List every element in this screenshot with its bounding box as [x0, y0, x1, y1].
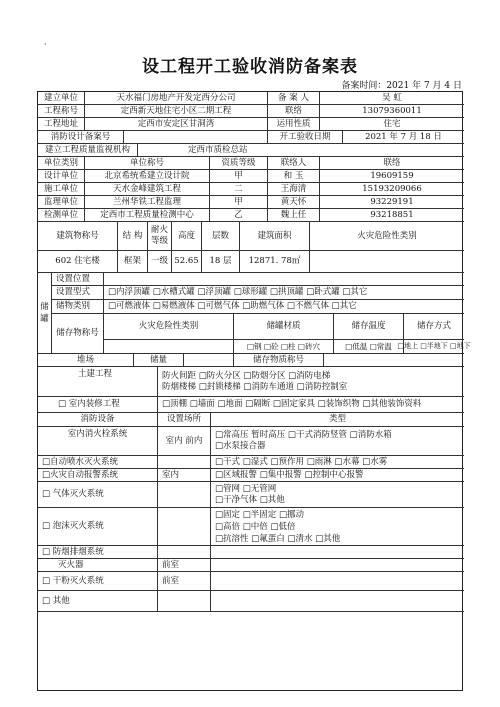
other-options — [211, 591, 464, 612]
civil-options — [158, 367, 464, 397]
value-supervisor: 定西市质检总站 — [138, 144, 464, 157]
bldg-header-fire-grade: 耐火等级 — [148, 222, 172, 251]
bldg-name: 602 住宅楼 — [38, 251, 118, 273]
unit-person: 魏上任 — [268, 209, 320, 222]
bldg-floors: 18 层 — [202, 251, 240, 273]
pile-name-label: 储存物质称号 — [234, 354, 324, 367]
value-address: 定西市安定区甘洞湾 — [85, 118, 268, 131]
unit-phone: 93218851 — [320, 209, 464, 222]
bldg-header-floors: 层数 — [202, 222, 240, 251]
storage-method-options: □地上 □半地下 □地下 — [404, 340, 464, 354]
bldg-header-height: 高度 — [172, 222, 202, 251]
bldg-header-structure: 结 构 — [118, 222, 148, 251]
civil-line-1: 防火间距 □防火分区 □防烟分区 □消防电梯 — [162, 370, 331, 381]
gas-label: □ 气体灭火系统 — [38, 482, 158, 508]
pile-qty-value — [184, 354, 234, 367]
label-owner: 建立单位 — [38, 92, 85, 105]
storage-kind-label: 储物类别 — [52, 300, 104, 314]
alarm-options: □区域报警 □集中报警 □控制中心报警 — [211, 469, 464, 482]
units-header-grade: 资质等级 — [210, 157, 268, 170]
storage-form-label: 设置型式 — [52, 286, 104, 300]
bldg-header-hazard: 火灾危险性类别 — [310, 222, 464, 251]
storage-material-options: □钢 □砼 □柱 □砖穴 — [234, 340, 334, 354]
unit-grade: 乙 — [210, 209, 268, 222]
unit-phone: 19609159 — [320, 170, 464, 183]
other-place — [158, 591, 211, 612]
value-accept-date: 2021 年 7 月 18 日 — [343, 131, 464, 144]
unit-person: 黄天怀 — [268, 196, 320, 209]
storage-col-temp: 储存温度 — [334, 314, 404, 340]
storage-place-value — [104, 273, 464, 286]
storage-kind-options: □可燃液体 □易燃液体 □可燃气体 □助燃气体 □不燃气体 □其它 — [104, 300, 464, 314]
hydrant-place: 室内 前内 — [158, 427, 211, 456]
unit-grade: 甲 — [210, 170, 268, 183]
gas-place — [158, 482, 211, 508]
hydrant-options — [211, 427, 464, 456]
label-supervisor: 建立工程质量监视机构 — [38, 144, 138, 157]
extinguisher-place: 前室 — [158, 559, 211, 572]
label-contact: 联络 — [268, 105, 320, 118]
record-date: 备案时间：2021 年 7 月 4 日 — [341, 81, 462, 91]
foam-line-3: □抗溶性 □氟蛋白 □清水 □其他 — [215, 533, 341, 544]
bldg-height: 52.65 — [172, 251, 202, 273]
alarm-place: 室内 — [158, 469, 211, 482]
gas-options — [211, 482, 464, 508]
hydrant-line-2: □水泵接合器 — [215, 441, 266, 451]
fire-type-header: 类型 — [211, 413, 464, 427]
value-design-record — [124, 131, 268, 144]
foam-place — [158, 508, 211, 546]
bldg-header-name: 建筑物称号 — [38, 222, 118, 251]
pile-name-value — [324, 354, 464, 367]
hydrant-label: 室内消火栓系统 — [38, 427, 158, 456]
value-filer: 吴 虹 — [320, 92, 464, 105]
unit-type: 监理单位 — [38, 196, 85, 209]
mark-dot: · — [44, 40, 47, 49]
storage-col-hazard: 火灾危险性类别 — [104, 314, 234, 340]
powder-place: 前室 — [158, 572, 211, 591]
storage-temp-options: □低温 □常温 — [334, 340, 404, 354]
unit-phone: 15193209066 — [320, 183, 464, 196]
gas-line-2: □干净气体 □其他 — [215, 494, 285, 505]
civil-line-2: 防烟楼梯 □封锁楼梯 □消防车通道 □消防控制室 — [162, 381, 348, 392]
units-header-type: 单位类别 — [38, 157, 85, 170]
unit-type: 检测单位 — [38, 209, 85, 222]
storage-side-label: 储罐 — [38, 273, 52, 354]
pile-qty-label: 储量 — [134, 354, 184, 367]
foam-label: □ 泡沫灭火系统 — [38, 508, 158, 546]
smoke-options — [211, 546, 464, 559]
storage-place-label: 设置位置 — [52, 273, 104, 286]
unit-grade: 甲 — [210, 196, 268, 209]
unit-type: 施工单位 — [38, 183, 85, 196]
civil-label: 土建工程 — [38, 367, 158, 397]
extinguisher-options — [211, 559, 464, 572]
unit-person: 和 玉 — [268, 170, 320, 183]
sprinkler-label: □自动喷水灭火系统 — [38, 456, 158, 469]
fire-place-header: 设置场所 — [158, 413, 211, 427]
powder-options — [211, 572, 464, 591]
value-project: 定西新天地住宅小区二期工程 — [85, 105, 268, 118]
unit-phone: 93229191 — [320, 196, 464, 209]
unit-grade: 二 — [210, 183, 268, 196]
unit-type: 设计单位 — [38, 170, 85, 183]
foam-options — [211, 508, 464, 546]
sprinkler-place — [158, 456, 211, 469]
label-address: 工程地址 — [38, 118, 85, 131]
unit-name: 兰州华铁工程监理 — [85, 196, 210, 209]
fire-equip-header: 消防设备 — [38, 413, 158, 427]
foam-line-2: □高倍 □中倍 □低倍 — [215, 521, 296, 532]
decor-options: □顶棚 □墙面 □地面 □隔断 □固定家具 □装饰织物 □其他装饰资料 — [158, 397, 464, 413]
bldg-hazard — [310, 251, 464, 273]
record-form — [37, 91, 471, 691]
storage-col-material: 储罐材质 — [234, 314, 334, 340]
label-filer: 备 案 人 — [268, 92, 320, 105]
gas-line-1: □管网 □无管网 — [215, 483, 277, 494]
label-project: 工程称号 — [38, 105, 85, 118]
smoke-place — [158, 546, 211, 559]
bldg-area: 12871. 78㎡ — [240, 251, 310, 273]
storage-cap-label: 储存物称号 — [52, 314, 104, 354]
blank-area — [38, 612, 464, 690]
label-usage: 运用性质 — [268, 118, 320, 131]
alarm-label: □火灾自动报警系统 — [38, 469, 158, 482]
label-design-record: 消防设计备案号 — [38, 131, 124, 144]
bldg-structure: 框架 — [118, 251, 148, 273]
other-label: □ 其他 — [38, 591, 158, 612]
page-title: 设工程开工验收消防备案表 — [142, 57, 358, 77]
sprinkler-options: □干式 □湿式 □预作用 □雨淋 □水幕 □水雾 — [211, 456, 464, 469]
extinguisher-label: 灭火器 — [38, 559, 158, 572]
bldg-fire-grade: 一级 — [148, 251, 172, 273]
smoke-label: □ 防烟排烟系统 — [38, 546, 158, 559]
storage-form-options: □内浮顶罐 □水槽式罐 □浮顶罐 □球形罐 □拱顶罐 □卧式罐 □其它 — [104, 286, 464, 300]
bldg-header-area: 建筑面积 — [240, 222, 310, 251]
decor-label: □ 室内装修工程 — [38, 397, 158, 413]
value-contact: 13079360011 — [320, 105, 464, 118]
powder-label: □ 干粉灭火系统 — [38, 572, 158, 591]
value-usage: 住宅 — [320, 118, 464, 131]
pile-label: 堆场 — [38, 354, 134, 367]
storage-col-method: 储存方式 — [404, 314, 464, 340]
value-owner: 天水福门房地产开发定西分公司 — [85, 92, 268, 105]
units-header-name: 单位称号 — [85, 157, 210, 170]
unit-name: 定西市工程质量检测中心 — [85, 209, 210, 222]
unit-name: 天水金峰建筑工程 — [85, 183, 210, 196]
unit-name: 北京希统希建立设计院 — [85, 170, 210, 183]
unit-person: 王海清 — [268, 183, 320, 196]
hydrant-line-1: □常高压 暂时高压 □干式消防竖管 □消防水箱 — [215, 430, 392, 440]
foam-line-1: □固定 □半固定 □挪动 — [215, 509, 304, 520]
units-header-phone: 联络 — [320, 157, 464, 170]
units-header-person: 联络人 — [268, 157, 320, 170]
storage-hazard-value — [104, 340, 234, 354]
label-accept-date: 开工验收日期 — [268, 131, 343, 144]
